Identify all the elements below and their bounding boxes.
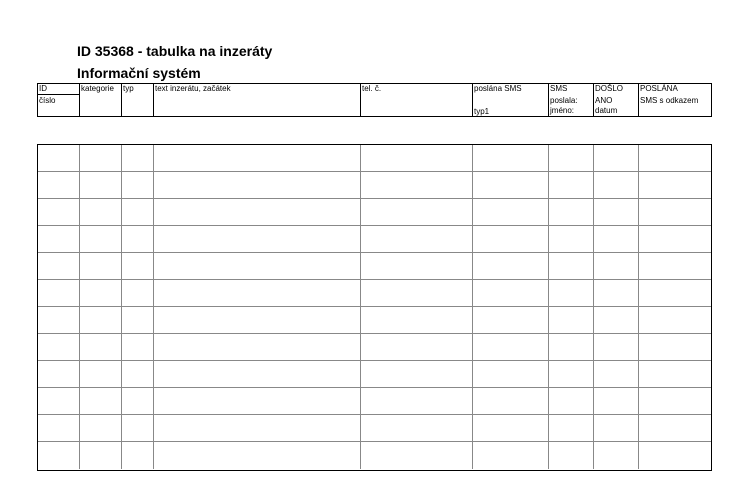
table-cell	[639, 307, 713, 333]
table-cell	[594, 145, 639, 171]
table-cell	[38, 172, 80, 198]
table-cell	[594, 253, 639, 279]
table-cell	[473, 199, 549, 225]
table-cell	[594, 280, 639, 306]
table-row	[38, 280, 711, 307]
table-row	[38, 199, 711, 226]
table-cell	[549, 226, 594, 252]
table-cell	[154, 145, 361, 171]
header-poslana-sms-label: poslána SMS	[474, 84, 522, 93]
table-cell	[80, 388, 122, 414]
header-id-divider	[38, 94, 79, 95]
table-cell	[594, 172, 639, 198]
table-cell	[639, 388, 713, 414]
table-cell	[549, 361, 594, 387]
table-row	[38, 145, 711, 172]
header-typ1-label: typ1	[474, 107, 490, 116]
table-row	[38, 226, 711, 253]
data-table-grid	[37, 144, 712, 471]
table-row	[38, 442, 711, 469]
header-kategorie-label: kategorie	[81, 84, 114, 93]
table-cell	[639, 280, 713, 306]
table-row	[38, 307, 711, 334]
table-cell	[549, 199, 594, 225]
table-row	[38, 172, 711, 199]
table-cell	[473, 361, 549, 387]
table-cell	[594, 388, 639, 414]
table-cell	[594, 307, 639, 333]
table-cell	[361, 361, 473, 387]
table-cell	[154, 280, 361, 306]
table-cell	[154, 334, 361, 360]
header-col-text	[154, 84, 361, 116]
table-cell	[361, 226, 473, 252]
table-cell	[473, 253, 549, 279]
table-cell	[122, 226, 154, 252]
table-cell	[473, 334, 549, 360]
table-cell	[361, 388, 473, 414]
header-col-tel	[361, 84, 473, 116]
table-cell	[594, 226, 639, 252]
header-col-kategorie	[80, 84, 122, 116]
header-col-typ	[122, 84, 154, 116]
header-datum-label: datum	[595, 106, 618, 115]
table-cell	[639, 226, 713, 252]
table-cell	[361, 199, 473, 225]
table-cell	[549, 172, 594, 198]
header-poslala-label: poslala:	[550, 96, 578, 105]
header-poslana-label: POSLÁNA	[640, 84, 678, 93]
table-cell	[122, 388, 154, 414]
table-cell	[594, 199, 639, 225]
table-cell	[122, 172, 154, 198]
table-cell	[154, 172, 361, 198]
table-cell	[154, 388, 361, 414]
header-ano-label: ANO	[595, 96, 613, 105]
table-cell	[80, 442, 122, 469]
table-cell	[122, 442, 154, 469]
table-cell	[80, 253, 122, 279]
table-cell	[122, 280, 154, 306]
table-cell	[549, 145, 594, 171]
table-cell	[361, 334, 473, 360]
table-cell	[361, 415, 473, 441]
table-cell	[80, 199, 122, 225]
table-cell	[80, 307, 122, 333]
table-cell	[361, 145, 473, 171]
table-cell	[154, 442, 361, 469]
header-doslo-label: DOŠLO	[595, 84, 624, 93]
header-typ-label: typ	[123, 84, 134, 93]
table-cell	[473, 145, 549, 171]
table-cell	[38, 307, 80, 333]
table-cell	[639, 172, 713, 198]
table-cell	[38, 280, 80, 306]
table-cell	[361, 280, 473, 306]
header-id-label: ID	[39, 84, 47, 93]
table-cell	[38, 415, 80, 441]
table-cell	[549, 334, 594, 360]
table-cell	[549, 415, 594, 441]
table-cell	[122, 334, 154, 360]
header-cislo-label: číslo	[39, 96, 56, 105]
table-cell	[38, 442, 80, 469]
table-cell	[38, 226, 80, 252]
table-cell	[38, 388, 80, 414]
header-text-label: text inzerátu, začátek	[155, 84, 231, 93]
table-cell	[122, 307, 154, 333]
table-cell	[80, 145, 122, 171]
header-col-poslana-sms	[473, 84, 549, 116]
table-cell	[594, 334, 639, 360]
table-cell	[154, 199, 361, 225]
table-row	[38, 415, 711, 442]
table-cell	[361, 253, 473, 279]
table-cell	[154, 307, 361, 333]
table-cell	[80, 334, 122, 360]
table-cell	[38, 199, 80, 225]
header-jmeno-label: jméno:	[550, 106, 575, 115]
table-cell	[80, 280, 122, 306]
table-cell	[154, 361, 361, 387]
table-cell	[639, 145, 713, 171]
table-cell	[473, 415, 549, 441]
table-cell	[122, 253, 154, 279]
table-cell	[122, 145, 154, 171]
table-cell	[80, 226, 122, 252]
table-cell	[80, 361, 122, 387]
table-cell	[361, 307, 473, 333]
table-cell	[639, 334, 713, 360]
table-cell	[154, 415, 361, 441]
table-cell	[473, 307, 549, 333]
table-cell	[38, 361, 80, 387]
table-row	[38, 253, 711, 280]
header-table	[37, 83, 712, 117]
table-cell	[122, 361, 154, 387]
header-col-id	[38, 84, 80, 116]
table-cell	[549, 307, 594, 333]
header-col-sms	[549, 84, 594, 116]
header-sms-label: SMS	[550, 84, 568, 93]
table-cell	[122, 199, 154, 225]
document-subtitle: Informační systém	[77, 65, 201, 81]
table-cell	[473, 442, 549, 469]
table-cell	[154, 226, 361, 252]
table-cell	[639, 415, 713, 441]
document-title: ID 35368 - tabulka na inzeráty	[77, 43, 273, 59]
header-col-doslo	[594, 84, 639, 116]
table-cell	[639, 199, 713, 225]
table-cell	[361, 442, 473, 469]
table-cell	[594, 415, 639, 441]
table-cell	[639, 361, 713, 387]
table-row	[38, 361, 711, 388]
header-tel-label: tel. č.	[362, 84, 382, 93]
table-cell	[80, 172, 122, 198]
table-cell	[549, 253, 594, 279]
table-cell	[473, 388, 549, 414]
table-cell	[38, 253, 80, 279]
table-row	[38, 388, 711, 415]
table-cell	[594, 442, 639, 469]
table-cell	[80, 415, 122, 441]
table-cell	[361, 172, 473, 198]
table-cell	[473, 226, 549, 252]
table-cell	[549, 442, 594, 469]
table-cell	[38, 334, 80, 360]
header-sms-odkaz-label: SMS s odkazem	[640, 96, 699, 105]
header-col-poslana	[639, 84, 713, 116]
table-cell	[154, 253, 361, 279]
table-row	[38, 334, 711, 361]
table-cell	[473, 172, 549, 198]
table-cell	[549, 388, 594, 414]
table-cell	[122, 415, 154, 441]
table-cell	[38, 145, 80, 171]
table-cell	[639, 253, 713, 279]
table-cell	[639, 442, 713, 469]
table-cell	[473, 280, 549, 306]
table-cell	[549, 280, 594, 306]
table-cell	[594, 361, 639, 387]
